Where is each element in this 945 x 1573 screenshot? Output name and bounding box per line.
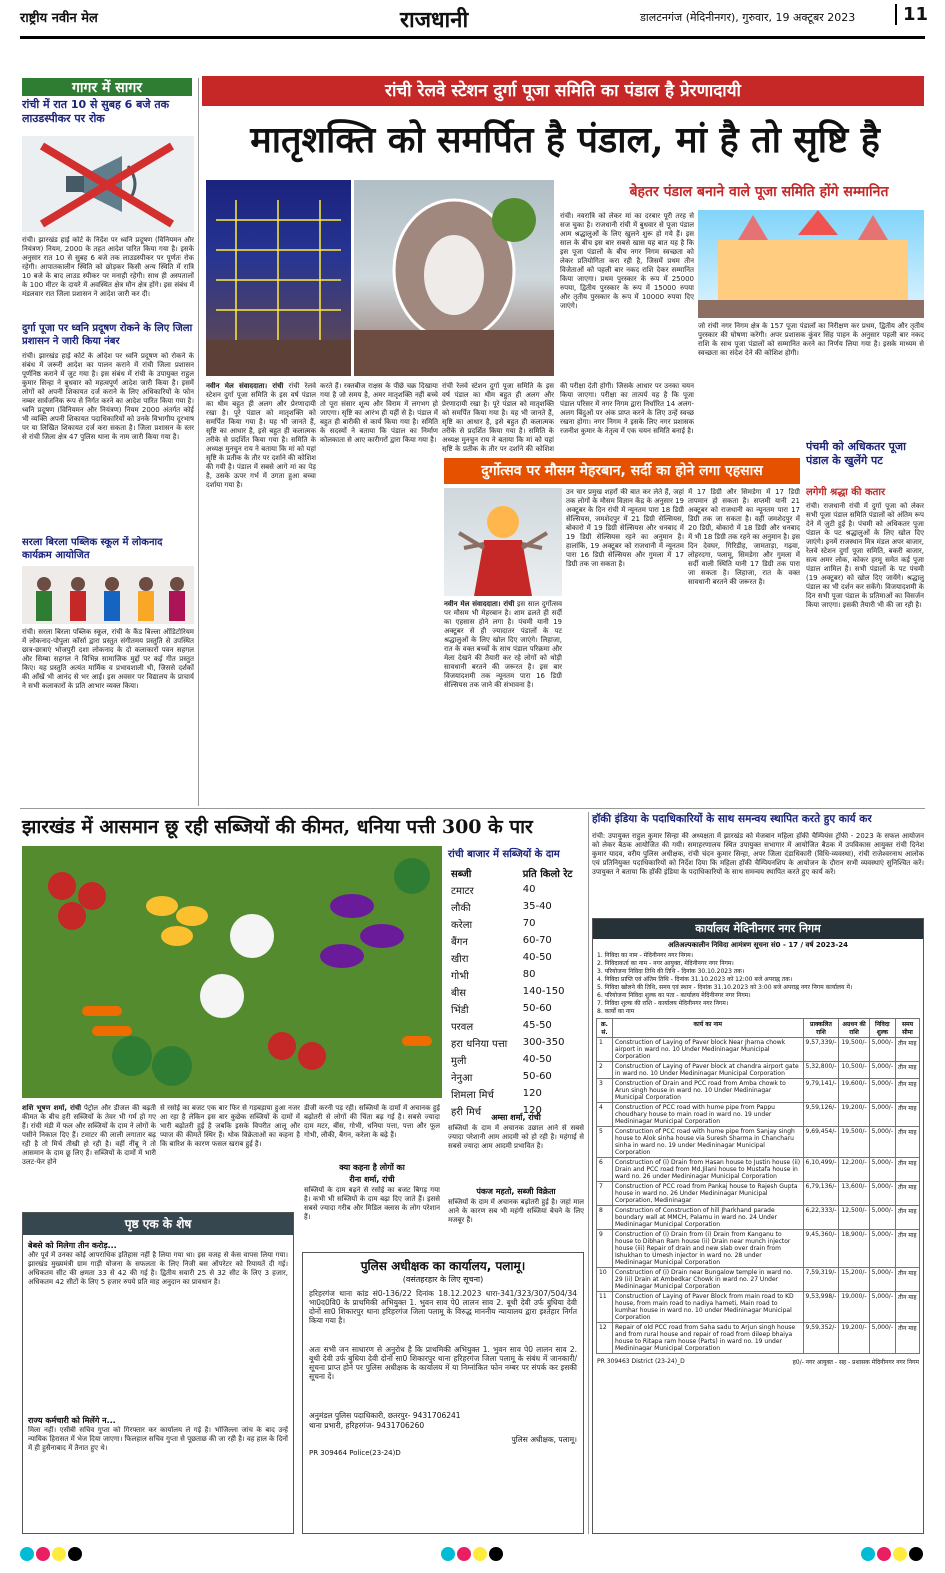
left-headline-2: दुर्गा पूजा पर ध्वनि प्रदूषण रोकने के लिए जिला प्रशासन ने जारी किया नंबर (22, 323, 193, 347)
tender-fee: 5,000/- (869, 1079, 895, 1103)
veg-headline: झारखंड में आसमान छू रही सब्जियों की कीमत, धनिया पत्ती 300 के पार (22, 816, 533, 838)
tender-sn: 9 (597, 1230, 613, 1268)
pandal-para: रांची। राजधानी रांची में दुर्गा पूजा को लेकर सभी पूजा पंडाल समिति पंडालों को अंतिम रूप देने में जुटी हुई है। पंचमी को अधिकतर पूजा पंडाल के पट श्रद्धालुओं के लिए खोल दिए जाएंगे। इनमें राजस्थान मित्र मंडल अपर बाजार, रेलवे स्टेशन दुर्गा पूजा समिति, बकरी बाजार, सत्य अमर लोक, कोकर हरमू समेत कई पूजा पंडाल शामिल है। सभी पंडालों के पट पंचमी (19 अक्टूबर) को खोल दिए जायेंगे। श्रद्धालु पंडाल का भी दर्शन कर सकेंगे। विजयादशमी के दिन सभी पूजा पंडाल के प्रतिमाओं का विसर्जन किया जाएगा। इसकी तैयारी भी की जा रही है। (806, 502, 924, 609)
tender-time: तीन माह (896, 1268, 920, 1292)
tender-work: Construction of (i) Drain from Hasan house to Justin house (ii) Drain and PCC road from Md.Jilani house to Mustafa house in ward no. 26 under Medininagar Municipal Corporation (613, 1158, 804, 1182)
veg-para-2: से रसोई का बजट एक बार फिर से गड़बड़ाया हुआ नजर आ रहा है लेकिन इस बार कुछेक सब्जियों के दामों में भारी बढ़ोतरी हुई है जबकि इसके विपरीत आलू और प्याज की कीमतें स्थिर हैं। थोक विक्रेताओं का कहना है कि बारिश के कारण फसल खराब हुई है। (160, 1104, 300, 1148)
print-color-strip (20, 1546, 925, 1562)
weather-para-2: उन चार प्रमुख शहरों की बात कर लेते हैं, जहां तक लोगों के मौसम विज्ञान केंद्र के अनुसार 19 अक्टूबर के दिन रांची में न्यूनतम पारा 18 डिग्री सेल्सियस, जमशेदपुर में 21 डिग्री सेल्सियस, बोकारो में 19 डिग्री सेल्सियस और धनबाद में 19 डिग्री सेल्सियस रहने का अनुमान है। हालांकि, 19 अक्टूबर को राजधानी में न्यूनतम पारा 16 डिग्री सेल्सियस और गुमला में 17 डिग्री तक जा सकता है। (566, 488, 684, 568)
tender-time: तीन माह (896, 1292, 920, 1323)
page-one-remainder-box (22, 1212, 294, 1534)
lead-para-2: करते हैं। रक्तबीज राक्षस के पीछे चक्र दिखाया गया है जो समय है, अमर मातृशक्ति नहीं बच्चे तो पूरा संसार शून्य और विराम में लगभग हो जाएगा। सृष्टि का आरंभ ही यहीं से है। पंडाल में बहुत ही बारीकी से कार्य किया गया है। समिति के सदस्यों ने बताया कि पंडाल का निर्माण कोलकाता से आए कारीगरों द्वारा किया गया है। (320, 382, 438, 444)
police-para-1: हरिहरगंज थाना कांड सं0-136/22 दिनांक 18.12.2023 धारा-341/323/307/504/34 भा0द0वि0 के प्राथमिकी अभियुक्त 1. भुवन साव पे0 लालन साव 2. बूथी देवी उर्फ बुधिया देवी दोनों सा0 शिकारपुर थाना हरिहरगंज जिला पलामू के विरुद्ध माननीय न्यायालय द्वारा इश्तेहार निर्गत किया गया है। (309, 1289, 577, 1325)
veg-price: 50-60 (522, 1071, 552, 1082)
tender-fee: 5,000/- (869, 1230, 895, 1268)
veg-price: 120 (522, 1105, 542, 1116)
masthead-rule (20, 36, 925, 39)
veg-price: 40-50 (522, 952, 552, 963)
tender-work: Construction of PCC road with hume pipe from Pappu choudhary house to main road in ward no. 19 under Medininagar Municipal Corporation (613, 1103, 804, 1127)
tender-emd: 12,500/- (839, 1206, 869, 1230)
veg-para-3: डीजी करनी पड़ रही। सब्जियों के दामों में अचानक हुई बढ़ोतरी से लोगों की चिंता बढ़ गई है। सबसे ज्यादा दाम मटर, बींस, गोभी, धनिया पत्ता, पत्ता और फूल गोभी, लौकी, बैंगन, करेला के बढ़े हैं। (304, 1104, 440, 1139)
left-headline-1: रांची में रात 10 से सुबह 6 बजे तक लाउडस्पीकर पर रोक (22, 98, 170, 125)
tender-sign: ह0/- नगर आयुक्त - सह - प्रशासक मेदिनीनगर नगर निगम (792, 1359, 919, 1366)
lead-para-2b: रांची रेलवे स्टेशन दुर्गा पूजा समिति के इस वर्ष पंडाल का थीम बहुत ही अलग और प्रेरणादायी रखा है। पूरे पंडाल को मातृशक्ति को समर्पित किया गया है। यह भी जानते हैं, सृष्टि का आधार है, इसे बहुत ही कलात्मक तरीके से प्रदर्शित किया गया है। समिति के अध्यक्ष मुनचुन राय ने बताया कि मां को यहां सृष्टि के प्रतीक के तौर पर दर्शाने की कोशिश (442, 382, 554, 452)
tender-time: तीन माह (896, 1230, 920, 1268)
tender-cost: 6,79,136/- (803, 1182, 839, 1206)
remainder-para-1: और पूर्व में उनका कोई आपराधिक इतिहास नहीं है लिया गया था। इस वजह से केस वापस लिया गया। झारखंड मुख्यमंत्री ग्राम गाड़ी योजना के सफलता के लिए निजी बस ऑपरेटर को रियायतें दी गई। अधिकतम सीट की क्षमता 33 से 42 की गई है। द्वितीय सवारी 25 से 32 सीट के लिए 3 हजार, अधिकतम 42 सीटों के लिए 5 हजार रुपये प्रति माह अनुदान का प्रावधान है। (28, 1251, 288, 1286)
tender-emd: 10,500/- (839, 1062, 869, 1079)
tender-time: तीन माह (896, 1323, 920, 1354)
police-para-2: अतः सभी जन साधारण से अनुरोध है कि प्राथमिकी अभियुक्त 1. भुवन साव पे0 लालन साव 2. बूथी देवी उर्फ बुधिया देवी दोनों सा0 शिकारपुर थाना हरिहरगंज जिला पलामू के संबंध में जानकारी/सूचना प्राप्त होने पर पुलिस अधीक्षक के कार्यालय में या निम्नांकित फोन नम्बर पर संपर्क कर इसकी सूचना दें। (309, 1345, 577, 1381)
veg-opinion-name-1: रीना शर्मा, रांची (349, 1175, 395, 1184)
veg-price-table (448, 864, 584, 1119)
veg-name: लौकी (451, 902, 471, 914)
police-notice (302, 1252, 584, 1534)
veg-opinion-2: सब्जियों के दाम में अचानक उछाल आने से सबसे ज्यादा परेशानी आम आदमी को हो रही है। महंगाई से सबसे ज्यादा आम आदमी प्रभावित है। (448, 1124, 584, 1150)
tender-table (596, 1018, 920, 1354)
tender-fee: 5,000/- (869, 1292, 895, 1323)
tender-col: निविदा शुल्क (869, 1019, 895, 1038)
remainder-title: पृष्ठ एक के शेष (23, 1213, 293, 1235)
cmyk-marks-left (20, 1546, 84, 1562)
veg-name: परवल (451, 1021, 474, 1033)
tender-detail: 7. निविदा शुल्क की राशि - कार्यालय मेदिनीनगर नगर निगम। (597, 1000, 729, 1007)
tender-sn: 3 (597, 1079, 613, 1103)
table-row (448, 983, 584, 1000)
tender-cost: 6,10,499/- (803, 1158, 839, 1182)
tender-fee: 5,000/- (869, 1323, 895, 1354)
tender-cost: 9,79,141/- (803, 1079, 839, 1103)
lead-para-4: की परीक्षा देती होगी। जिसके आधार पर उनका चयन किया जाएगा। परीक्षा का तात्पर्य यह है कि पूजा पंडाल परिसर में नगर निगम द्वारा निर्धारित 14 अलग-अलग बिंदुओं पर अंक प्राप्त करने के लिए उन्हें स्वच्छ रखना होगा। नगर निगम ने इसके लिए नगर प्रशासक रजनीश कुमार के नेतृत्व में एक चयन समिति बनाई है। (560, 382, 694, 435)
weather-para-3: में 17 डिग्री और सिमडेगा में 17 डिग्री तापमान हो सकता है। सप्तमी यानी 21 अक्टूबर को राजधानी का न्यूनतम पारा 17 डिग्री तक जा सकता है। वहीं जमशेदपुर में 20 डिग्री, बोकारो में 18 डिग्री और धनबाद में भी 18 डिग्री तक रहने का अनुमान है। इस दिन देवघर, गिरिडीह, जामताड़ा, गढ़वा, लोहरदगा, पलामू, सिमडेगा और गुमला में सर्दी वाली स्थिति यानी 17 डिग्री तक पारा जा सकता है। लिहाजा, रात के वक्त सावधानी बरतने की जरूरत है। (688, 488, 800, 586)
tender-fee: 5,000/- (869, 1127, 895, 1158)
tender-fee: 5,000/- (869, 1268, 895, 1292)
table-row (597, 1038, 920, 1062)
tender-work: Construction of Laying of Paver block at chandra airport gate in ward no. 10 Under Medininagar Municipal Corporation (613, 1062, 804, 1079)
lead-para-3: रांची। नवरात्रि को लेकर मां का दरबार पूरी तरह से सज चुका है। राजधानी रांची में बुधवार से पूजा पंडाल आम श्रद्धालुओं के लिए खुलने शुरू हो गये हैं। इस साल के बीच इस बार सबसे खास यह बात यह है कि इस पूजा पंडालों के बीच नगर निगम स्वच्छता को लेकर प्रतियोगिता करा रही है, जिसमें प्रथम तीन विजेताओं को पहली बार नकद राशि देकर सम्मानित किया जाएगा। प्रथम पुरस्कार के रूप में 25000 रुपया, द्वितीय पुरस्कार के रूप में 15000 रुपया और तृतीय पुरस्कार के रूप में 10000 रुपया दिए जाएंगे। (560, 212, 694, 310)
tender-sn: 1 (597, 1038, 613, 1062)
remainder-headline-1: बेबसे को मिलेगा तीन करोड़... (28, 1241, 117, 1250)
tender-time: तीन माह (896, 1182, 920, 1206)
tender-emd: 19,500/- (839, 1038, 869, 1062)
tender-sn: 8 (597, 1206, 613, 1230)
table-row (597, 1079, 920, 1103)
tender-fee: 5,000/- (869, 1038, 895, 1062)
tender-cost: 9,53,998/- (803, 1292, 839, 1323)
column-divider-2 (588, 812, 589, 1534)
masthead-logo: राष्ट्रीय नवीन मेल (20, 11, 98, 26)
pandal-photo-2 (354, 180, 554, 376)
tender-work: Construction of Laying of Paver block Near Jharna chowk airport in ward no. 10 Under Medininagar Municipal Corporation (613, 1038, 804, 1062)
lead-para-1-text: रांची रेलवे स्टेशन दुर्गा पूजा समिति के इस वर्ष पंडाल का थीम बहुत ही अलग और प्रेरणादायी रखा है। पूरे पंडाल को मातृशक्ति को समर्पित किया गया है। यह भी जानते हैं, सृष्टि का आधार है, इसे बहुत ही कलात्मक तरीके से प्रदर्शित किया गया है। समिति के अध्यक्ष मुनचुन राय ने बताया कि मां को यहां सृष्टि के प्रतीक के तौर पर दर्शाने की कोशिश की गयी है। पंडाल में सबसे आगे मां का पेड़ है, उसके ऊपर गर्भ में उगता हुआ बच्चा दर्शाया गया है। (206, 382, 316, 489)
tender-sn: 11 (597, 1292, 613, 1323)
pandal-photo-3 (698, 210, 924, 318)
veg-opinion-1: सब्जियों के दाम बढ़ने से रसोई का बजट बिगड़ गया है। कभी भी सब्जियों के दाम बढ़ा दिए जाते हैं। इससे सबसे ज्यादा गरीब और मिडिल क्लास के लोग परेशान हैं। (304, 1186, 440, 1221)
tender-detail: 1. निविदा का नाम - मेदिनीनगर नगर निगम। (597, 952, 694, 959)
tender-time: तीन माह (896, 1062, 920, 1079)
tender-details (593, 952, 923, 1016)
veg-name: शिमला मिर्च (451, 1089, 494, 1101)
weather-byline: नवीन मेल संवाददाता। रांची (444, 600, 515, 608)
section-title: राजधानी (400, 7, 469, 33)
tender-detail: 8. कार्यों का नाम (597, 1008, 635, 1015)
table-row (597, 1158, 920, 1182)
tender-work: Construction of Construction of hill Jharkhand parade boundary wall at MMCH, Palamu in ward no. 24 Under Medininagar Municipal Corporation (613, 1206, 804, 1230)
lead-headline: मातृशक्ति को समर्पित है पंडाल, मां है तो सृष्टि है (250, 119, 880, 161)
tender-cost: 5,32,800/- (803, 1062, 839, 1079)
veg-price: 40-50 (522, 1054, 552, 1065)
table-row (448, 949, 584, 966)
tender-sn: 2 (597, 1062, 613, 1079)
police-subtitle: (वसंतहरहार के लिए सूचना) (402, 1275, 484, 1284)
tender-col: क्र. सं. (597, 1019, 613, 1038)
table-row (448, 1034, 584, 1051)
tender-emd: 19,000/- (839, 1292, 869, 1323)
table-row (597, 1182, 920, 1206)
table-row (597, 1230, 920, 1268)
lead-kicker: रांची रेलवे स्टेशन दुर्गा पूजा समिति का पंडाल है प्रेरणादायी (202, 76, 924, 106)
veg-price: 60-70 (522, 935, 552, 946)
weather-headline: दुर्गोत्सव पर मौसम मेहरबान, सर्दी का होने लगा एहसास (444, 458, 800, 484)
cmyk-marks-center (441, 1546, 505, 1562)
left-headline-3: सरला बिरला पब्लिक स्कूल में लोकनाद कार्यक्रम आयोजित (22, 537, 163, 561)
table-row (597, 1268, 920, 1292)
tender-emd: 13,600/- (839, 1182, 869, 1206)
lead-byline: नवीन मेल संवाददाता। रांची (206, 382, 284, 390)
school-event-image (22, 566, 194, 624)
tender-title: कार्यालय मेदिनीनगर नगर निगम (593, 919, 923, 939)
lead-para-5: जो रांची नगर निगम क्षेत्र के 157 पूजा पंडालों का निरीक्षण कर प्रथम, द्वितीय और तृतीय पुरस्कार की घोषणा करेगी। अपर प्रशासक कुंवर सिंह पाहन के अनुसार पहली बार नकद राशि के साथ पूजा पंडालों को सम्मानित करने का निर्णय लिया गया है। इसके माध्यम से स्वच्छता का संदेश देने की कोशिश होगी। (698, 322, 924, 357)
veg-byline: शशि भूषण शर्मा, रांची (22, 1104, 82, 1112)
tender-work: Construction of (i) Drain near Bungalow temple in ward no. 29 (ii) Drain at Ambedkar Chowk in ward no. 27 Under Medininagar Municipal Corporation (613, 1268, 804, 1292)
tender-detail: 4. निविदा प्राप्ति एवं अंतिम तिथि - दिनांक 31.10.2023 को 12:00 बजे अपराह्न तक। (597, 976, 793, 983)
tender-time: तीन माह (896, 1158, 920, 1182)
veg-name: टमाटर (451, 885, 474, 897)
durga-idol-image (444, 488, 562, 596)
veg-name: बीस (451, 987, 467, 999)
veg-para-1 (22, 1104, 156, 1208)
tender-sn: 10 (597, 1268, 613, 1292)
veg-opinion-heading: क्या कहना है लोगों का (339, 1163, 405, 1172)
tender-emd: 19,200/- (839, 1103, 869, 1127)
tender-sn: 5 (597, 1127, 613, 1158)
veg-price: 70 (522, 918, 536, 929)
tender-col: अग्रधन की राशि (839, 1019, 869, 1038)
tender-work: Repair of old PCC road from Saha sadu to Arjun singh house and from rural house and repair of road from dileep bhaiya house to Ritapa ram house (Parts) in ward no. 19 under Medininagar Municipal Corporation (613, 1323, 804, 1354)
veg-price: 35-40 (522, 901, 552, 912)
tender-cost: 9,59,126/- (803, 1103, 839, 1127)
tender-work: Construction of Laying of Paver Block from main road to KD house, from main road to nadiya hameti, Main road to kumhar house in ward no. 10 under Medininagar Municipal Corporation (613, 1292, 804, 1323)
tender-detail: 5. निविदा खोलने की तिथि, समय एवं स्थान - दिनांक 31.10.2023 को 3:00 बजे अपराह्न नगर निगम कार्यालय में। (597, 984, 853, 991)
table-row (597, 1103, 920, 1127)
tender-time: तीन माह (896, 1103, 920, 1127)
hockey-headline: हॉकी इंडिया के पदाधिकारियों के साथ समन्वय स्थापित करते हुए कार्य कर (592, 813, 872, 825)
tender-sn: 6 (597, 1158, 613, 1182)
police-ref: PR 309464 Police(23-24)D (309, 1449, 401, 1457)
table-row (597, 1062, 920, 1079)
lead-para-1 (206, 382, 316, 802)
tender-emd: 19,200/- (839, 1323, 869, 1354)
tender-ref: PR 309463 District (23-24)_D (597, 1358, 685, 1365)
tender-fee: 5,000/- (869, 1062, 895, 1079)
weather-para-1-text: इस साल दुर्गोत्सव पर मौसम भी मेहरबान है। शाम ढलते ही सर्दी का एहसास होने लगा है। पंचमी यानी 19 अक्टूबर से ही ज्यादातर पंडालों के पट श्रद्धालुओं के लिए खोल दिए जाएंगे। लिहाजा, रात के वक्त बच्चों के साथ पंडाल परिक्रमा और मेला देखने की तैयारी कर रहे लोगों को थोड़ी सावधानी बरतने की जरूरत है। इस बार विजयादशमी तक न्यूनतम पारा 16 डिग्री सेल्सियस तक जाने की संभावना है। (444, 600, 562, 689)
table-row (597, 1323, 920, 1354)
veg-name: करेला (451, 919, 473, 931)
tender-cost: 9,45,360/- (803, 1230, 839, 1268)
tender-fee: 5,000/- (869, 1182, 895, 1206)
tender-sn: 4 (597, 1103, 613, 1127)
left-para-2: रांची। झारखंड हाई कोर्ट के ओदेश पर ध्वनि प्रदूषण को रोकने के संबंध में जरूरी आदेश का पालन कराने में रांची जिला प्रशासन पूर्णनिष्ठ कराने में जुट गया है। इस संबंध में रांची के उपायुक्त राहुल कुमार सिन्हा ने बुधवार को महत्वपूर्ण आदेश जारी किया है। इसमें लोगों को अपनी शिकायत दर्ज कराने के लिए अधिकारियों के फोन नम्बर सार्वजनिक रूप से निर्गत करने का आदेश पारित किया गया है। ध्वनि प्रदूषण (विनियमन और नियंत्रण) नियम 2000 अंतर्गत कोई भी व्यक्ति अपनी शिकायत पदाधिकारियों को उनके विभागीय दूरभाष पर या लिखित शिकायत दर्ज करा सकता है। जिला प्रशासन के स्तर से रांची जिला क्षेत्र 47 पुलिस थाना के नाम जारी किया गया है। (22, 352, 194, 441)
tender-cost: 9,59,352/- (803, 1323, 839, 1354)
tender-emd: 18,900/- (839, 1230, 869, 1268)
column-divider (198, 78, 199, 806)
tender-col: समय सीमा (896, 1019, 920, 1038)
remainder-headline-2: राज्य कर्मचारी को मिलेंगे न... (28, 1416, 116, 1425)
table-row (448, 898, 584, 915)
tender-col: कार्य का नाम (613, 1019, 804, 1038)
tender-col: प्राक्कलित राशि (803, 1019, 839, 1038)
tender-cost: 6,22,333/- (803, 1206, 839, 1230)
table-row (597, 1292, 920, 1323)
tender-sn: 12 (597, 1323, 613, 1354)
veg-price: 300-350 (522, 1037, 565, 1048)
table-row (448, 1017, 584, 1034)
tender-notice (592, 918, 924, 1534)
cmyk-marks-right (861, 1546, 925, 1562)
tender-time: तीन माह (896, 1079, 920, 1103)
pandal-headline: पंचमी को अधिकतर पूजा पंडाल के खुलेंगे पट (806, 440, 906, 467)
veg-price: 50-60 (522, 1003, 552, 1014)
veg-price: 120 (522, 1088, 542, 1099)
veg-table-title: रांची बाजार में सब्जियों के दाम (448, 849, 560, 860)
table-row (597, 1206, 920, 1230)
table-row (448, 932, 584, 949)
veg-price: 40 (522, 884, 536, 895)
veg-opinion-name-2: अम्सा शर्मा, रांची (491, 1113, 541, 1122)
tender-detail: 2. निविदाकर्ता का नाम - नगर आयुक्त, मेदिनीनगर नगर निगम। (597, 960, 734, 967)
hockey-para: रांची: उपायुक्त राहुल कुमार सिन्हा की अध्यक्षता में झारखंड को मेजबान महिला हॉकी चैम्पियंस ट्रॉफी - 2023 के सफल आयोजन को लेकर बैठक आयोजित की गयी। समाहरणालय स्थित उपायुक्त सभागार में आयोजित बैठक में उपविकास आयुक्त रांची दिनेश कुमार यादव, वरीय पुलिस अधीक्षक, रांची चंदन कुमार सिन्हा, अपर जिला दंडाधिकारी (विधि-व्यवस्था), रांची राजेश्वरनाथ आलोक एवं प्रतिनियुक्त पदाधिकारियों को निर्देश दिया कि महिला हॉकी चैम्पियनशिप के आयोजन के दौरान सभी व्यवस्थाएं सुनिश्चित करें। उपायुक्त ने बताया कि हॉकी इंडिया के पदाधिकारियों के साथ समन्वय स्थापित करते हुए कार्य करें। (592, 832, 924, 876)
tender-emd: 19,500/- (839, 1127, 869, 1158)
tender-notice-no: अतिअल्पकालीन निविदा आमंत्रण सूचना सं0 - 17 / वर्ष 2023-24 (668, 941, 848, 949)
veg-name: हरी मिर्च (451, 1106, 482, 1118)
tender-cost: 9,57,339/- (803, 1038, 839, 1062)
veg-col-name: सब्जी (451, 868, 472, 880)
tender-fee: 5,000/- (869, 1158, 895, 1182)
veg-name: नेनुआ (451, 1072, 473, 1084)
table-row (448, 1068, 584, 1085)
police-title: पुलिस अधीक्षक का कार्यालय, पलामू। (360, 1259, 526, 1273)
police-sign: पुलिस अधीक्षक, पलामू। (511, 1435, 577, 1444)
veg-name: बैंगन (451, 936, 468, 948)
veg-col-price: प्रति किलो रेट (522, 868, 573, 880)
tender-emd: 15,200/- (839, 1268, 869, 1292)
table-row (448, 1000, 584, 1017)
veg-opinion-3: सब्जियों के दाम में अचानक बढ़ोतरी हुई है। जहां माल आने के कारण सब भी महंगी सब्जियां बेचने के लिए मजबूर हैं। (448, 1198, 584, 1224)
veg-price: 45-50 (522, 1020, 552, 1031)
vegetables-photo (22, 846, 442, 1098)
left-para-1: रांची। झारखंड हाई कोर्ट के निर्देश पर ध्वनि प्रदूषण (विनियमन और नियंत्रण) नियम, 2000 के तहत आदेश पारित किया गया है। इसके अनुसार रात 10 से सुबह 6 बजे तक लाउडस्पीकर पर पूर्णतः रोक रहेगी। आपातकालीन स्थिति को छोड़कर किसी अन्य स्थिति में रात्रि 10 बजे के बाद लाउड स्पीकर पर मनाही रहेगी। साथ ही अस्पतालों के 100 मीटर के दायरे में अवस्थित क्षेत्र मौन क्षेत्र होंगे। इस संबंध में मंडलवार रात जिला प्रशासन ने आदेश जारी कर दी। (22, 236, 194, 298)
tender-time: तीन माह (896, 1038, 920, 1062)
tender-work: Construction of PCC road with hume pipe from Sanjay singh house to Alok sinha house via Suresh Sharma in Chancharu sinha in ward no. 19 under Medininagar Municipal Corporation (613, 1127, 804, 1158)
tender-time: तीन माह (896, 1127, 920, 1158)
tender-work: Construction of Drain and PCC road from Amba chowk to Arun singh house in ward no. 10 Under Medininagar Municipal Corporation (613, 1079, 804, 1103)
tender-time: तीन माह (896, 1206, 920, 1230)
veg-price: 80 (522, 969, 536, 980)
table-row (448, 881, 584, 898)
dateline: डालटनगंज (मेदिनीनगर), गुरुवार, 19 अक्टूबर 2023 (640, 11, 856, 24)
table-row (448, 915, 584, 932)
table-row (448, 1085, 584, 1102)
table-row (448, 1051, 584, 1068)
veg-opinion-name-3: पंकज महतो, सब्जी विक्रेता (476, 1187, 556, 1196)
section-tag: गागर में सागर (22, 78, 192, 96)
pandal-subhead: लगेगी श्रद्धा की कतार (806, 487, 886, 498)
tender-detail: 6. परियोजना निविदा शुल्क का पता - कार्यालय मेदिनीनगर नगर निगम। (597, 992, 751, 999)
section-divider (20, 808, 925, 809)
table-row (597, 1127, 920, 1158)
tender-detail: 3. परियोजना निविदा तिथि की तिथि - दिनांक 30.10.2023 तक। (597, 968, 745, 975)
tender-fee: 5,000/- (869, 1206, 895, 1230)
veg-name: गोभी (451, 970, 469, 982)
police-contact-1: अनुमंडल पुलिस पदाधिकारी, छतरपुर- 9431706241 (309, 1411, 461, 1420)
weather-para-1 (444, 600, 562, 802)
remainder-para-2: मिला नहीं। एसीबी सचिव गुप्ता को गिरफ्तार कर कार्यालय ले गई है। भोजिल्ला जांच के बाद उन्हें न्यायिक हिरासत में भेज दिया जाएगा। फिलहाल सचिव गुप्ता से पूछताछ की जा रही है। वह हाल के दिनों में ही हुसैनाबाद में तैनात हुए थे। (28, 1426, 288, 1452)
tender-emd: 19,600/- (839, 1079, 869, 1103)
tender-emd: 12,200/- (839, 1158, 869, 1182)
veg-price: 140-150 (522, 986, 565, 997)
veg-name: हरा धनिया पत्ता (451, 1038, 508, 1050)
table-row (448, 966, 584, 983)
tender-work: Construction of PCC road from Pankaj house to Rajesh Gupta house in ward no. 26 Under Medininagar Municipal Corporation, Medininagar (613, 1182, 804, 1206)
tender-work: Construction of (i) Drain from (i) Drain from Kanganu to house to Dibhan Ram house (ii) Drain near munch injector house (iii) Repair of drain and new slab over drain from Ishukhan to Umesh injector in ward no. 28 under Medininagar Municipal Corporation (613, 1230, 804, 1268)
tender-cost: 7,59,319/- (803, 1268, 839, 1292)
police-contact-2: थाना प्रभारी, हरिहरगंज- 9431706260 (309, 1421, 425, 1430)
page-number: 11 (895, 4, 928, 25)
tender-fee: 5,000/- (869, 1103, 895, 1127)
pandal-photo-1 (206, 180, 351, 376)
veg-name: मुली (451, 1055, 467, 1067)
veg-name: खीरा (451, 953, 469, 965)
loudspeaker-image (22, 136, 194, 232)
tender-cost: 9,69,454/- (803, 1127, 839, 1158)
veg-name: भिंडी (451, 1004, 469, 1016)
veg-para-1-text: पेट्रोल और डीजल की बढ़ती कीमत के बीच हरी सब्जियों के तेवर भी गर्म हो गए हैं। रांची मंडी में फल और सब्जियों के दाम ने लोगों के पसीने निकाल दिए हैं। टमाटर की लाली लगातार बढ़ रही है तो मिर्च तीखी हो रही है। वहीं नींबू ने तो आसमान के दाम छू लिए हैं। सब्जियों के दामों में भारी उलट-फेर होने (22, 1104, 156, 1166)
left-para-3: रांची। सरला बिरला पब्लिक स्कूल, रांची के कैंड बिल्ला ऑडिटोरियम में लोकनाद-पोपुला कॉर्सा द्वारा प्रस्तुत संगीतमय प्रस्तुति से उपस्थित छात्र-छात्राएं भोजपुरी दशा लोकनाद के दो कलाकारों पवन सहगल और सिम्बा सहगल ने विभिन्न सामाजिक मुद्दों पर कई गीत प्रस्तुत किए। यह प्रस्तुति अत्यंत मार्मिक व प्रभावशाली थी, जिससे दर्शकों की आँखें भी आनंद से भर आईं। इस अवसर पर विद्यालय के प्राचार्य ने सभी कलाकारों के प्रति आभार व्यक्त किया। (22, 628, 194, 690)
lead-subhead: बेहतर पंडाल बनाने वाले पूजा समिति होंगे सम्मानित (629, 184, 889, 200)
tender-sn: 7 (597, 1182, 613, 1206)
